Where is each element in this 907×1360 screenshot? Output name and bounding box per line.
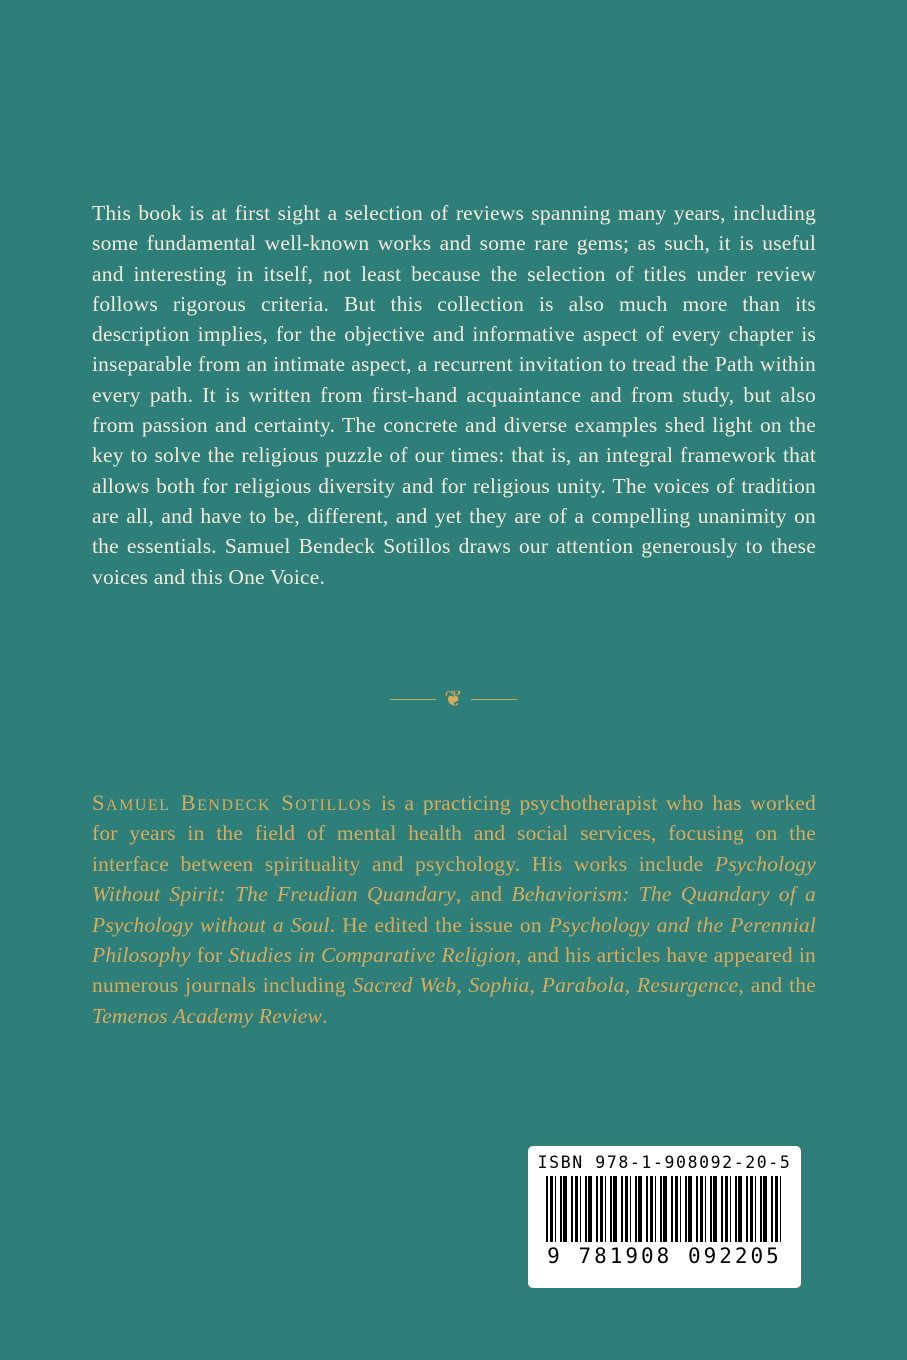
ornament-divider	[0, 688, 907, 710]
divider-rule-left	[390, 699, 436, 700]
bio-text-segment: , and	[455, 882, 512, 907]
review-paragraph: This book is at first sight a selection of reviews spanning many years, including some fundamental well-known works and some rare gems; as such, it is useful and interesting in itself, not least because the selection of titles under review follows rigorous criteria. But this collection is also much more than its description implies, for the objective and informative aspect of every chapter is inseparable from an intimate aspect, a recurrent invitation to tread the Path within every path. It is written from first-hand acquaintance and from study, but also from passion and certainty. The concrete and diverse examples shed light on the key to solve the religious puzzle of our times: that is, an integral framework that allows both for religious diversity and for religious unity. The voices of tradition are all, and have to be, different, and yet they are of a compelling unanimity on the essentials. Samuel Bendeck Sotillos draws our attention generously to these voices and this One Voice.	[92, 201, 816, 589]
bio-text-segment: Samuel Bendeck Sotillos	[92, 790, 373, 815]
bio-text-segment: and the	[743, 973, 816, 998]
barcode-digits: 9 781908 092205	[547, 1244, 782, 1268]
bio-text-segment: Psychology and the Perennial Philosophy	[92, 912, 817, 968]
divider-rule-right	[471, 699, 517, 700]
bio-text-segment: Sacred Web, Sophia, Parabola, Resurgence,	[352, 973, 744, 998]
barcode-panel	[528, 1146, 801, 1288]
bio-text-segment: .	[322, 1003, 328, 1028]
bio-text-segment: , and his articles have appeared in numerous journals including	[92, 943, 816, 998]
isbn-label: ISBN 978-1-908092-20-5	[537, 1153, 792, 1172]
bio-text-segment: for	[190, 943, 229, 968]
bio-text-segment: Behaviorism: The Quandary of a Psychology without a Soul	[92, 882, 816, 937]
bio-text-segment: is a practicing psychotherapist who has worked for years in the field of mental health and social services, focusing on the interface between spirituality and psychology. His works include	[92, 791, 816, 876]
author-bio	[92, 788, 816, 1031]
bio-text-segment: Temenos Academy Review	[92, 1003, 323, 1028]
bio-text-segment: Studies in Comparative Religion	[228, 943, 516, 968]
bio-text-segment: . He edited the issue on	[329, 912, 549, 937]
barcode-icon	[546, 1176, 784, 1242]
bio-text-segment: Psychology Without Spirit: The Freudian Quandary	[92, 851, 816, 907]
flourish-icon: ❦	[444, 686, 463, 711]
